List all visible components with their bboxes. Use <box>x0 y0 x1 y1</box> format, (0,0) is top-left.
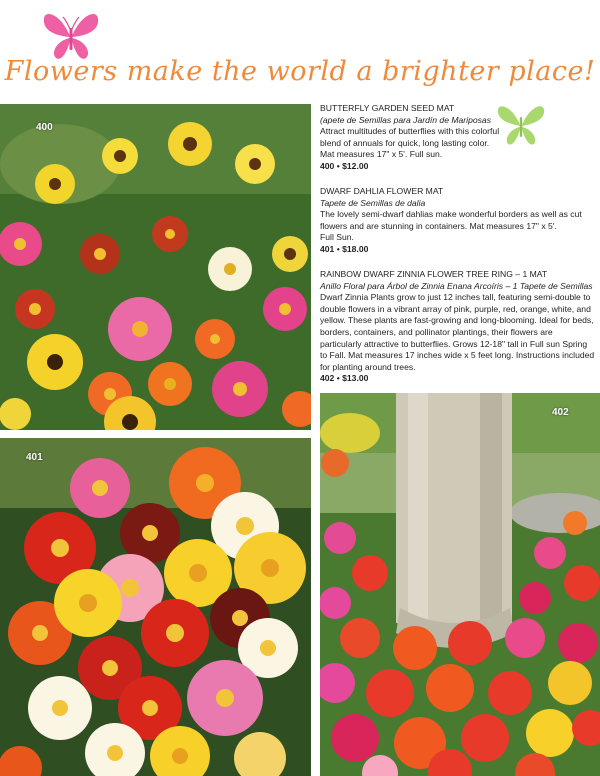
photo-number-402: 402 <box>552 407 569 418</box>
product-price: 400 • $12.00 <box>320 160 369 171</box>
product-400-copy <box>320 103 510 173</box>
product-title: BUTTERFLY GARDEN SEED MAT <box>320 103 455 113</box>
product-title: RAINBOW DWARF ZINNIA FLOWER TREE RING – 1 MAT <box>320 269 548 279</box>
product-401-copy <box>320 186 596 256</box>
photo-number-401: 401 <box>26 452 43 463</box>
product-402-copy <box>320 269 596 385</box>
product-spanish-title: (apete de Semillas para Jardín de Mariposas <box>320 114 492 125</box>
product-details: Mat measures 17" x 5'. Full sun. <box>320 149 443 160</box>
product-spanish-title: Anillo Floral para Árbol de Zinnia Enana Arcoíris – 1 Tapete de Semillas <box>320 280 593 291</box>
product-price: 401 • $18.00 <box>320 243 369 254</box>
product-title: DWARF DAHLIA FLOWER MAT <box>320 186 444 196</box>
page-headline: Flowers make the world a brighter place! <box>4 56 596 87</box>
product-description: Attract multitudes of butterflies with this colorful blend of annuals for quick, long lasting color. <box>320 126 500 148</box>
zinnia-tree-ring-photo <box>320 393 600 776</box>
dwarf-dahlia-photo <box>0 438 311 776</box>
product-price: 402 • $13.00 <box>320 373 369 384</box>
product-description: The lovely semi-dwarf dahlias make wonderful borders as well as cut flowers and are stunning in containers. Mat measures 17" x 5'. <box>320 209 582 231</box>
butterfly-garden-photo <box>0 104 311 430</box>
product-spanish-title: Tapete de Semillas de dalia <box>320 197 426 208</box>
product-details: Full Sun. <box>320 232 354 243</box>
photo-number-400: 400 <box>36 122 53 133</box>
product-description: Dwarf Zinnia Plants grow to just 12 inches tall, featuring semi-double to double flowers in a vibrant array of pink, purple, red, orange, white, and yellow. These plants are fast-growing and long-blooming. Ideal for beds, borders, containers, and pollinator plantings, their flowers are particularly attractive to butterflies. Grows 12-18" tall in Full sun Spring to Fall. Mat measures 17 inches wide x 5 feet long. Instructions included for planting around trees. <box>320 292 595 372</box>
